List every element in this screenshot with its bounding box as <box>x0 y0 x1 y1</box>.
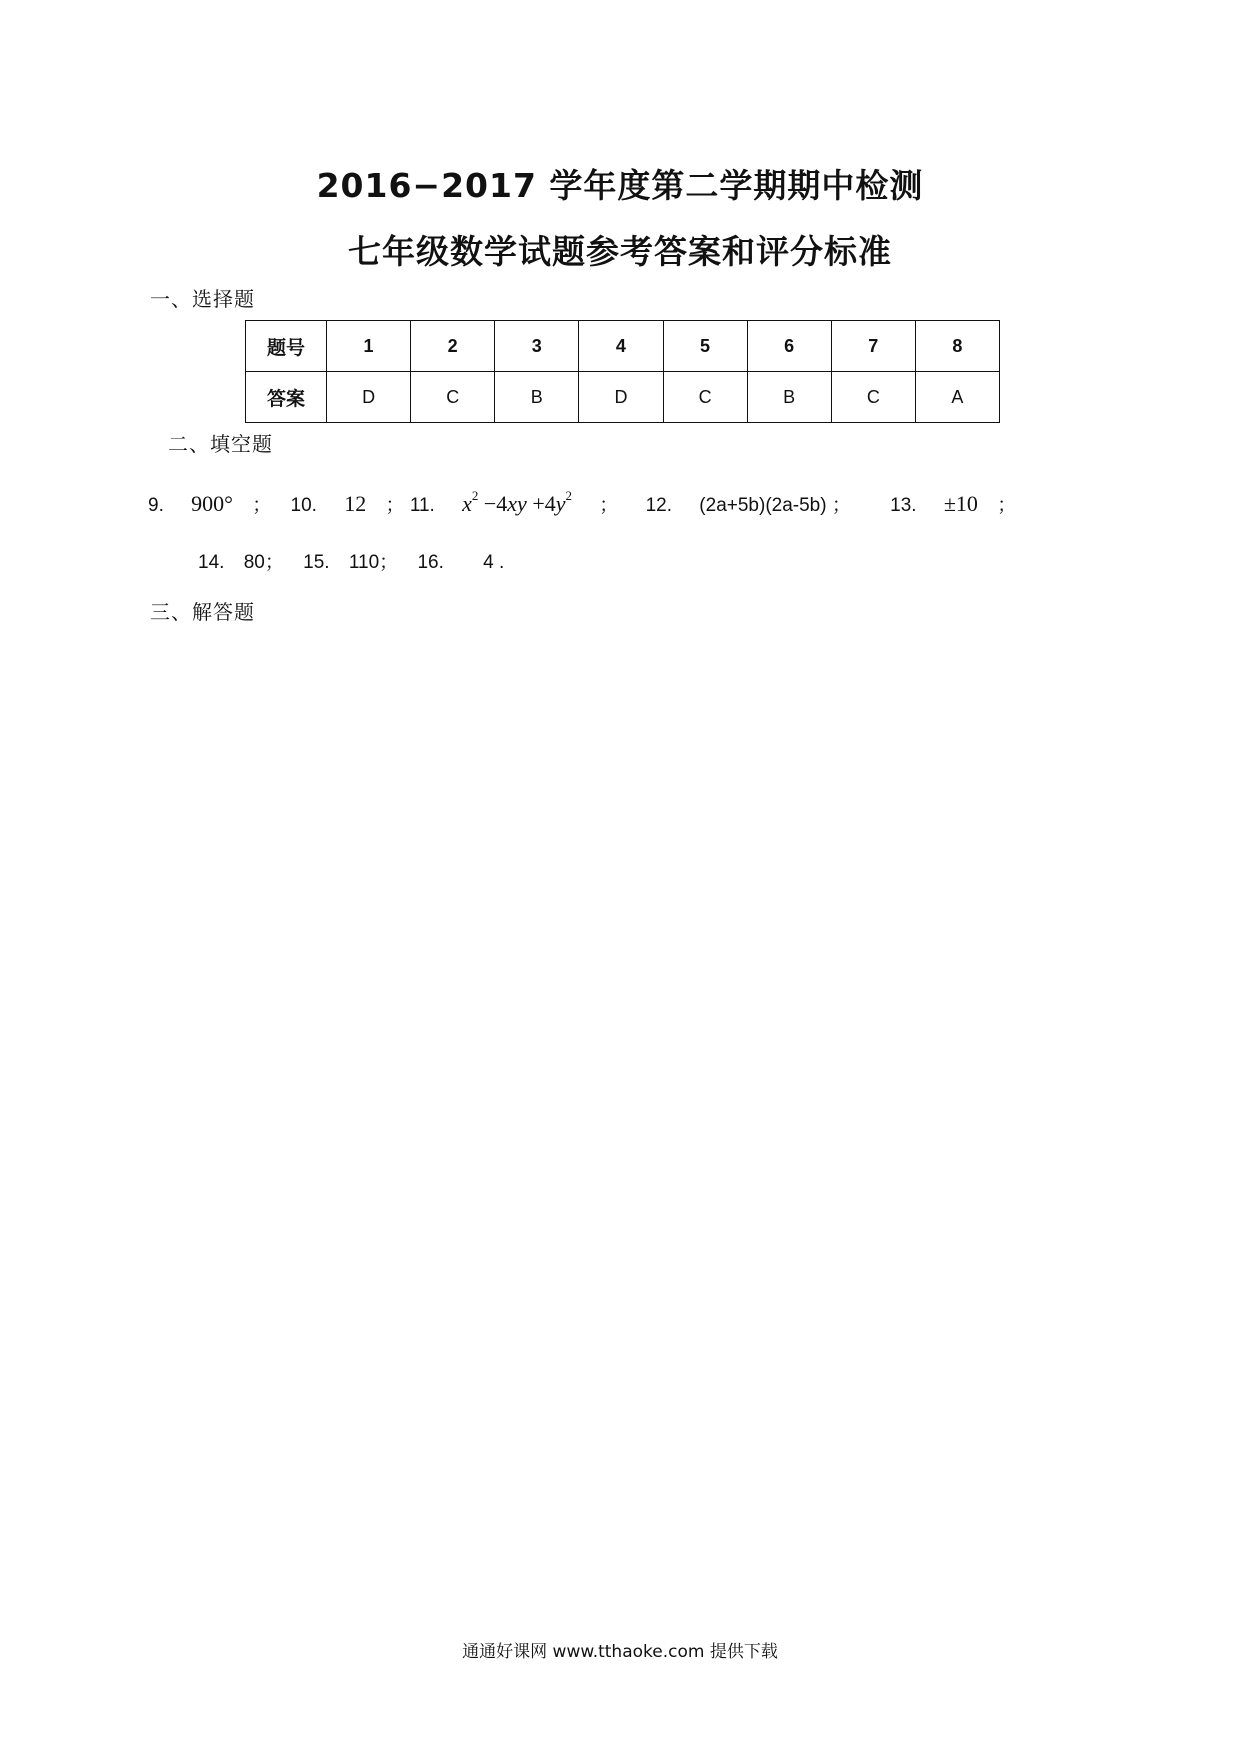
q11-exp2: 2 <box>565 488 573 503</box>
separator: ； <box>831 495 851 516</box>
q11-x: x <box>462 491 472 516</box>
separator: ； <box>379 552 399 573</box>
q15-number: 15. <box>303 552 330 573</box>
section-fill-heading: 二、填空题 <box>168 432 273 456</box>
table-cell-number: 6 <box>747 321 831 372</box>
q13-number: 13. <box>890 495 917 516</box>
table-cell-answer: C <box>831 372 915 423</box>
q16-answer: 4 <box>483 552 494 573</box>
end-period: . <box>499 552 505 573</box>
q11-number: 11. <box>409 495 435 516</box>
document-title: 2016−2017 学年度第二学期期中检测 <box>316 166 924 205</box>
table-cell-answer: B <box>495 372 579 423</box>
table-cell-number: 5 <box>663 321 747 372</box>
q12-answer: (2a+5b)(2a-5b) <box>699 495 827 516</box>
separator: ； <box>997 495 1017 516</box>
separator: ； <box>264 552 284 573</box>
q9-answer: 900° <box>191 491 233 516</box>
q11-answer <box>462 488 573 517</box>
table-cell-answer: D <box>327 372 411 423</box>
separator: ； <box>385 495 405 516</box>
q9-number: 9. <box>148 495 164 516</box>
table-header-answer: 答案 <box>246 372 327 423</box>
separator: ； <box>599 495 619 516</box>
q10-number: 10. <box>290 495 317 516</box>
table-cell-answer: D <box>579 372 663 423</box>
table-header-number: 题号 <box>246 321 327 372</box>
q11-exp1: 2 <box>471 488 479 503</box>
table-cell-number: 3 <box>495 321 579 372</box>
table-cell-number: 2 <box>411 321 495 372</box>
section-solve-heading: 三、解答题 <box>150 600 255 624</box>
q11-plus4: +4 <box>532 491 556 516</box>
q16-number: 16. <box>417 552 444 573</box>
q10-answer: 12 <box>344 491 367 516</box>
q14-answer: 80 <box>243 552 265 573</box>
section-choice-heading: 一、选择题 <box>150 287 255 311</box>
q11-minus4: −4 <box>483 491 508 516</box>
fill-answers-line-1 <box>148 490 1016 517</box>
q15-answer: 110 <box>348 552 380 573</box>
table-cell-answer: A <box>915 372 999 423</box>
q11-y: y <box>555 491 566 516</box>
table-cell-number: 4 <box>579 321 663 372</box>
table-cell-number: 8 <box>915 321 999 372</box>
choice-answer-table <box>245 320 1000 423</box>
table-row-answers <box>246 372 1000 423</box>
table-cell-answer: B <box>747 372 831 423</box>
fill-answers-line-2 <box>198 547 504 574</box>
footer-source: 通通好课网 www.tthaoke.com 提供下载 <box>462 1642 778 1662</box>
q14-number: 14. <box>198 552 225 573</box>
q13-answer: ±10 <box>943 491 978 516</box>
table-cell-answer: C <box>663 372 747 423</box>
table-cell-number: 1 <box>327 321 411 372</box>
separator: ； <box>252 495 272 516</box>
table-row-numbers <box>246 321 1000 372</box>
document-subtitle: 七年级数学试题参考答案和评分标准 <box>348 232 892 271</box>
q11-xy: xy <box>507 491 527 516</box>
table-cell-number: 7 <box>831 321 915 372</box>
q12-number: 12. <box>645 495 673 516</box>
table-cell-answer: C <box>411 372 495 423</box>
